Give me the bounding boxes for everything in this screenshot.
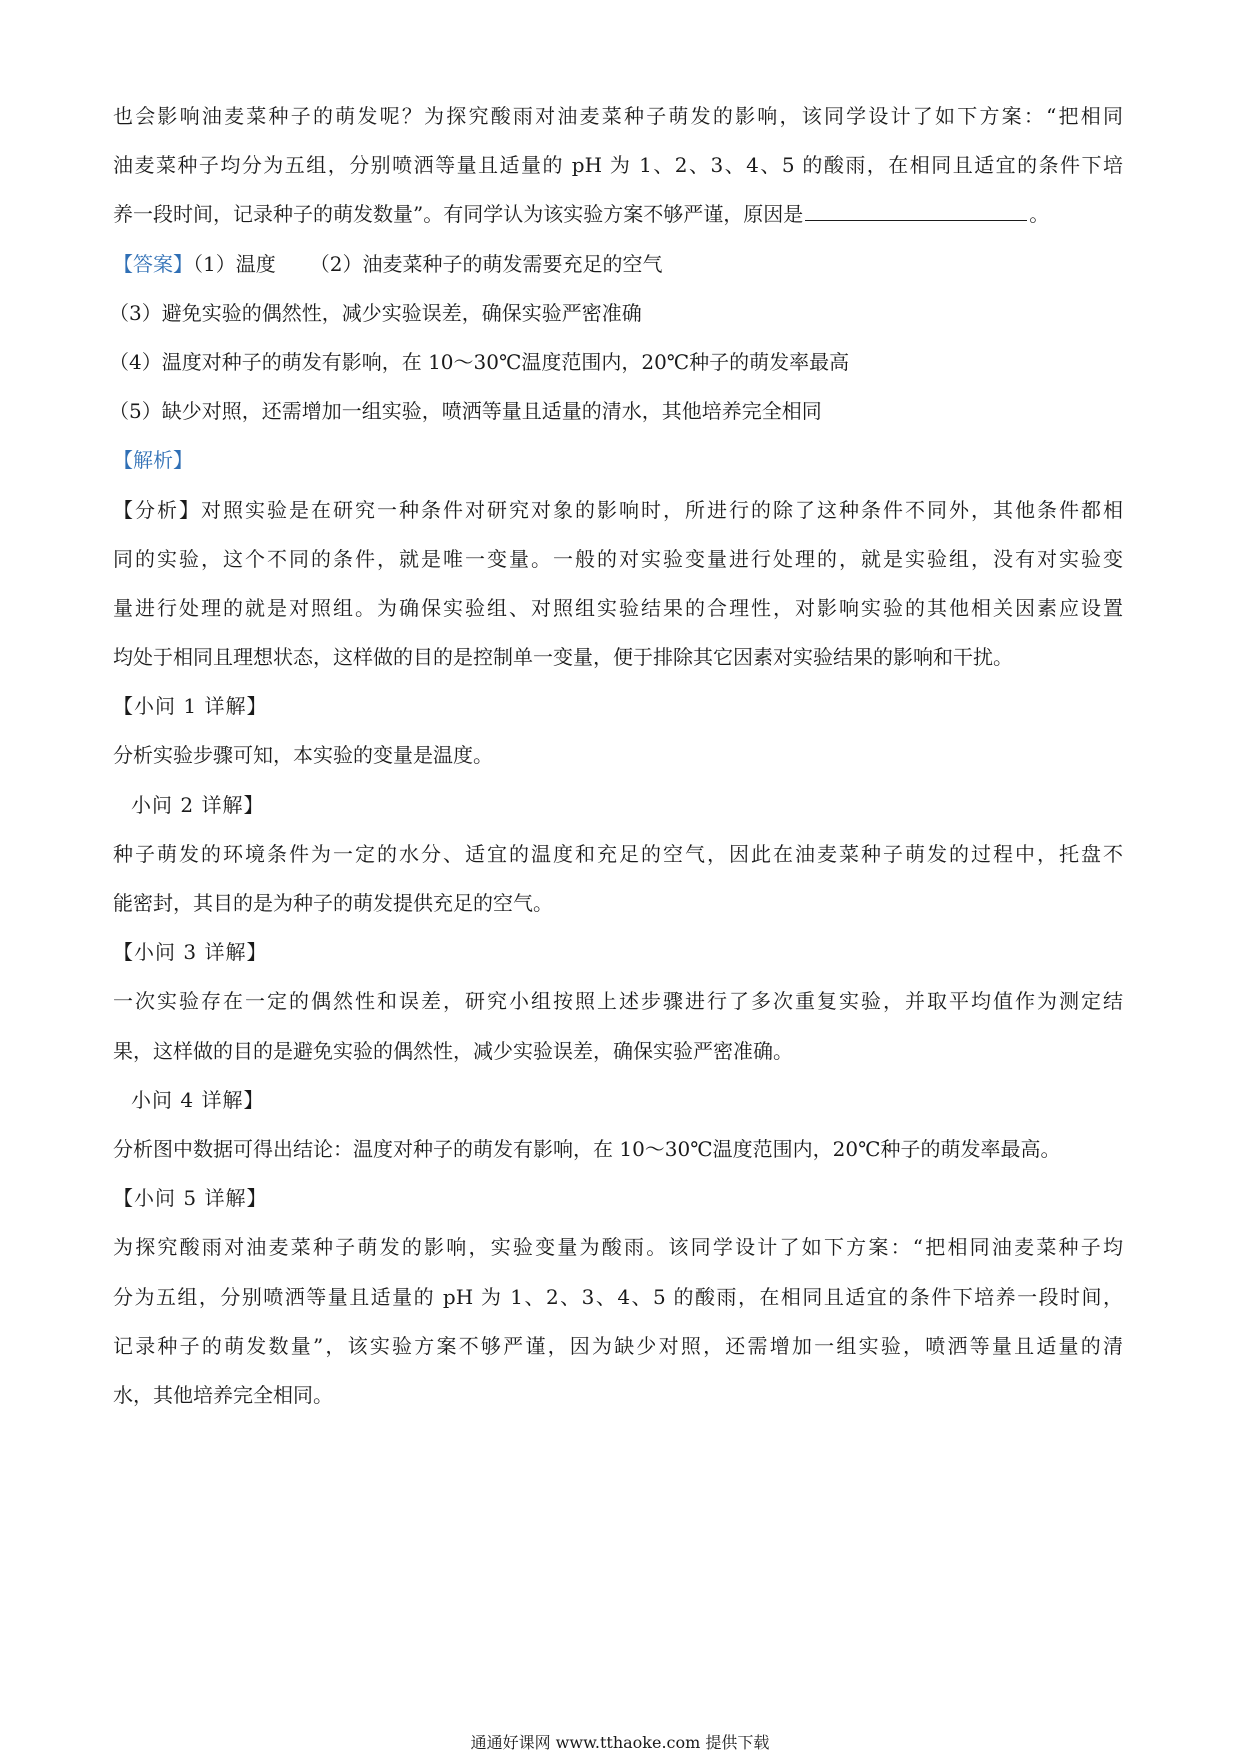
subquestion-5-heading: 【小问 5 详解】 bbox=[113, 1186, 268, 1211]
subquestion-2-text: 能密封，其目的是为种子的萌发提供充足的空气。 bbox=[113, 891, 553, 915]
subquestion-3-text: 一次实验存在一定的偶然性和误差，研究小组按照上述步骤进行了多次重复实验，并取平均值作为测定结 bbox=[113, 989, 1123, 1014]
answer-item-5: （5）缺少对照，还需增加一组实验，喷洒等量且适量的清水，其他培养完全相同 bbox=[109, 399, 822, 424]
subquestion-1-heading: 【小问 1 详解】 bbox=[113, 694, 268, 719]
analysis-paragraph-line: 【分析】对照实验是在研究一种条件对研究对象的影响时，所进行的除了这种条件不同外，其他条件都相 bbox=[113, 497, 1123, 522]
subquestion-5-text: 记录种子的萌发数量”，该实验方案不够严谨，因为缺少对照，还需增加一组实验，喷洒等量且适量的清 bbox=[113, 1333, 1123, 1358]
answer-item-3: （3）避免实验的偶然性，减少实验误差，确保实验严密准确 bbox=[109, 300, 642, 325]
subquestion-4-text: 分析图中数据可得出结论：温度对种子的萌发有影响，在 10～30℃温度范围内，20℃种子的萌发率最高。 bbox=[113, 1136, 1061, 1161]
subquestion-3-text: 果，这样做的目的是避免实验的偶然性，减少实验误差，确保实验严密准确。 bbox=[113, 1038, 793, 1063]
subquestion-5-text: 水，其他培养完全相同。 bbox=[113, 1382, 333, 1407]
answer-item-1: （1）温度 bbox=[193, 251, 276, 276]
analysis-paragraph-line: 同的实验，这个不同的条件，就是唯一变量。一般的对实验变量进行处理的，就是实验组，没有对实验变 bbox=[113, 546, 1123, 571]
subquestion-4-heading: 小问 4 详解】 bbox=[131, 1087, 265, 1112]
analysis-paragraph-line: 均处于相同且理想状态，这样做的目的是控制单一变量，便于排除其它因素对实验结果的影响和干扰。 bbox=[113, 645, 1013, 670]
question-text-line: 油麦菜种子均分为五组，分别喷洒等量且适量的 pH 为 1、2、3、4、5 的酸雨，在相同且适宜的条件下培 bbox=[113, 153, 1123, 178]
subquestion-1-text: 分析实验步骤可知，本实验的变量是温度。 bbox=[113, 743, 493, 768]
page-footer-watermark: 通通好课网 www.tthaoke.com 提供下载 bbox=[470, 1733, 770, 1752]
subquestion-5-text: 为探究酸雨对油麦菜种子萌发的影响，实验变量为酸雨。该同学设计了如下方案：“把相同油麦菜种子均 bbox=[113, 1235, 1123, 1260]
analysis-tag: 【解析】 bbox=[113, 448, 193, 473]
answer-item-4: （4）温度对种子的萌发有影响，在 10～30℃温度范围内，20℃种子的萌发率最高 bbox=[109, 349, 850, 374]
analysis-paragraph-line: 量进行处理的就是对照组。为确保实验组、对照组实验结果的合理性，对影响实验的其他相关因素应设置 bbox=[113, 595, 1123, 620]
question-text-segment: 养一段时间，记录种子的萌发数量”。有同学认为该实验方案不够严谨，原因是 bbox=[113, 202, 804, 227]
question-text-line-with-blank bbox=[113, 190, 1123, 239]
answer-blank bbox=[805, 198, 1027, 221]
question-text-segment: 。 bbox=[1029, 202, 1050, 227]
subquestion-5-text: 分为五组，分别喷洒等量且适量的 pH 为 1、2、3、4、5 的酸雨，在相同且适宜的条件下培养一段时间， bbox=[113, 1284, 1123, 1309]
question-text-line: 也会影响油麦菜种子的萌发呢？为探究酸雨对油麦菜种子萌发的影响，该同学设计了如下方案：“把相同 bbox=[113, 104, 1123, 128]
subquestion-2-text: 种子萌发的环境条件为一定的水分、适宜的温度和充足的空气，因此在油麦菜种子萌发的过程中，托盘不 bbox=[113, 841, 1123, 866]
answer-tag: 【答案】 bbox=[113, 251, 193, 276]
subquestion-3-heading: 【小问 3 详解】 bbox=[113, 940, 268, 965]
answer-item-2: （2）油麦菜种子的萌发需要充足的空气 bbox=[309, 251, 663, 276]
answer-line-1-2 bbox=[113, 240, 1123, 289]
subquestion-2-heading: 小问 2 详解】 bbox=[131, 792, 265, 817]
document-page bbox=[109, 92, 1123, 1420]
